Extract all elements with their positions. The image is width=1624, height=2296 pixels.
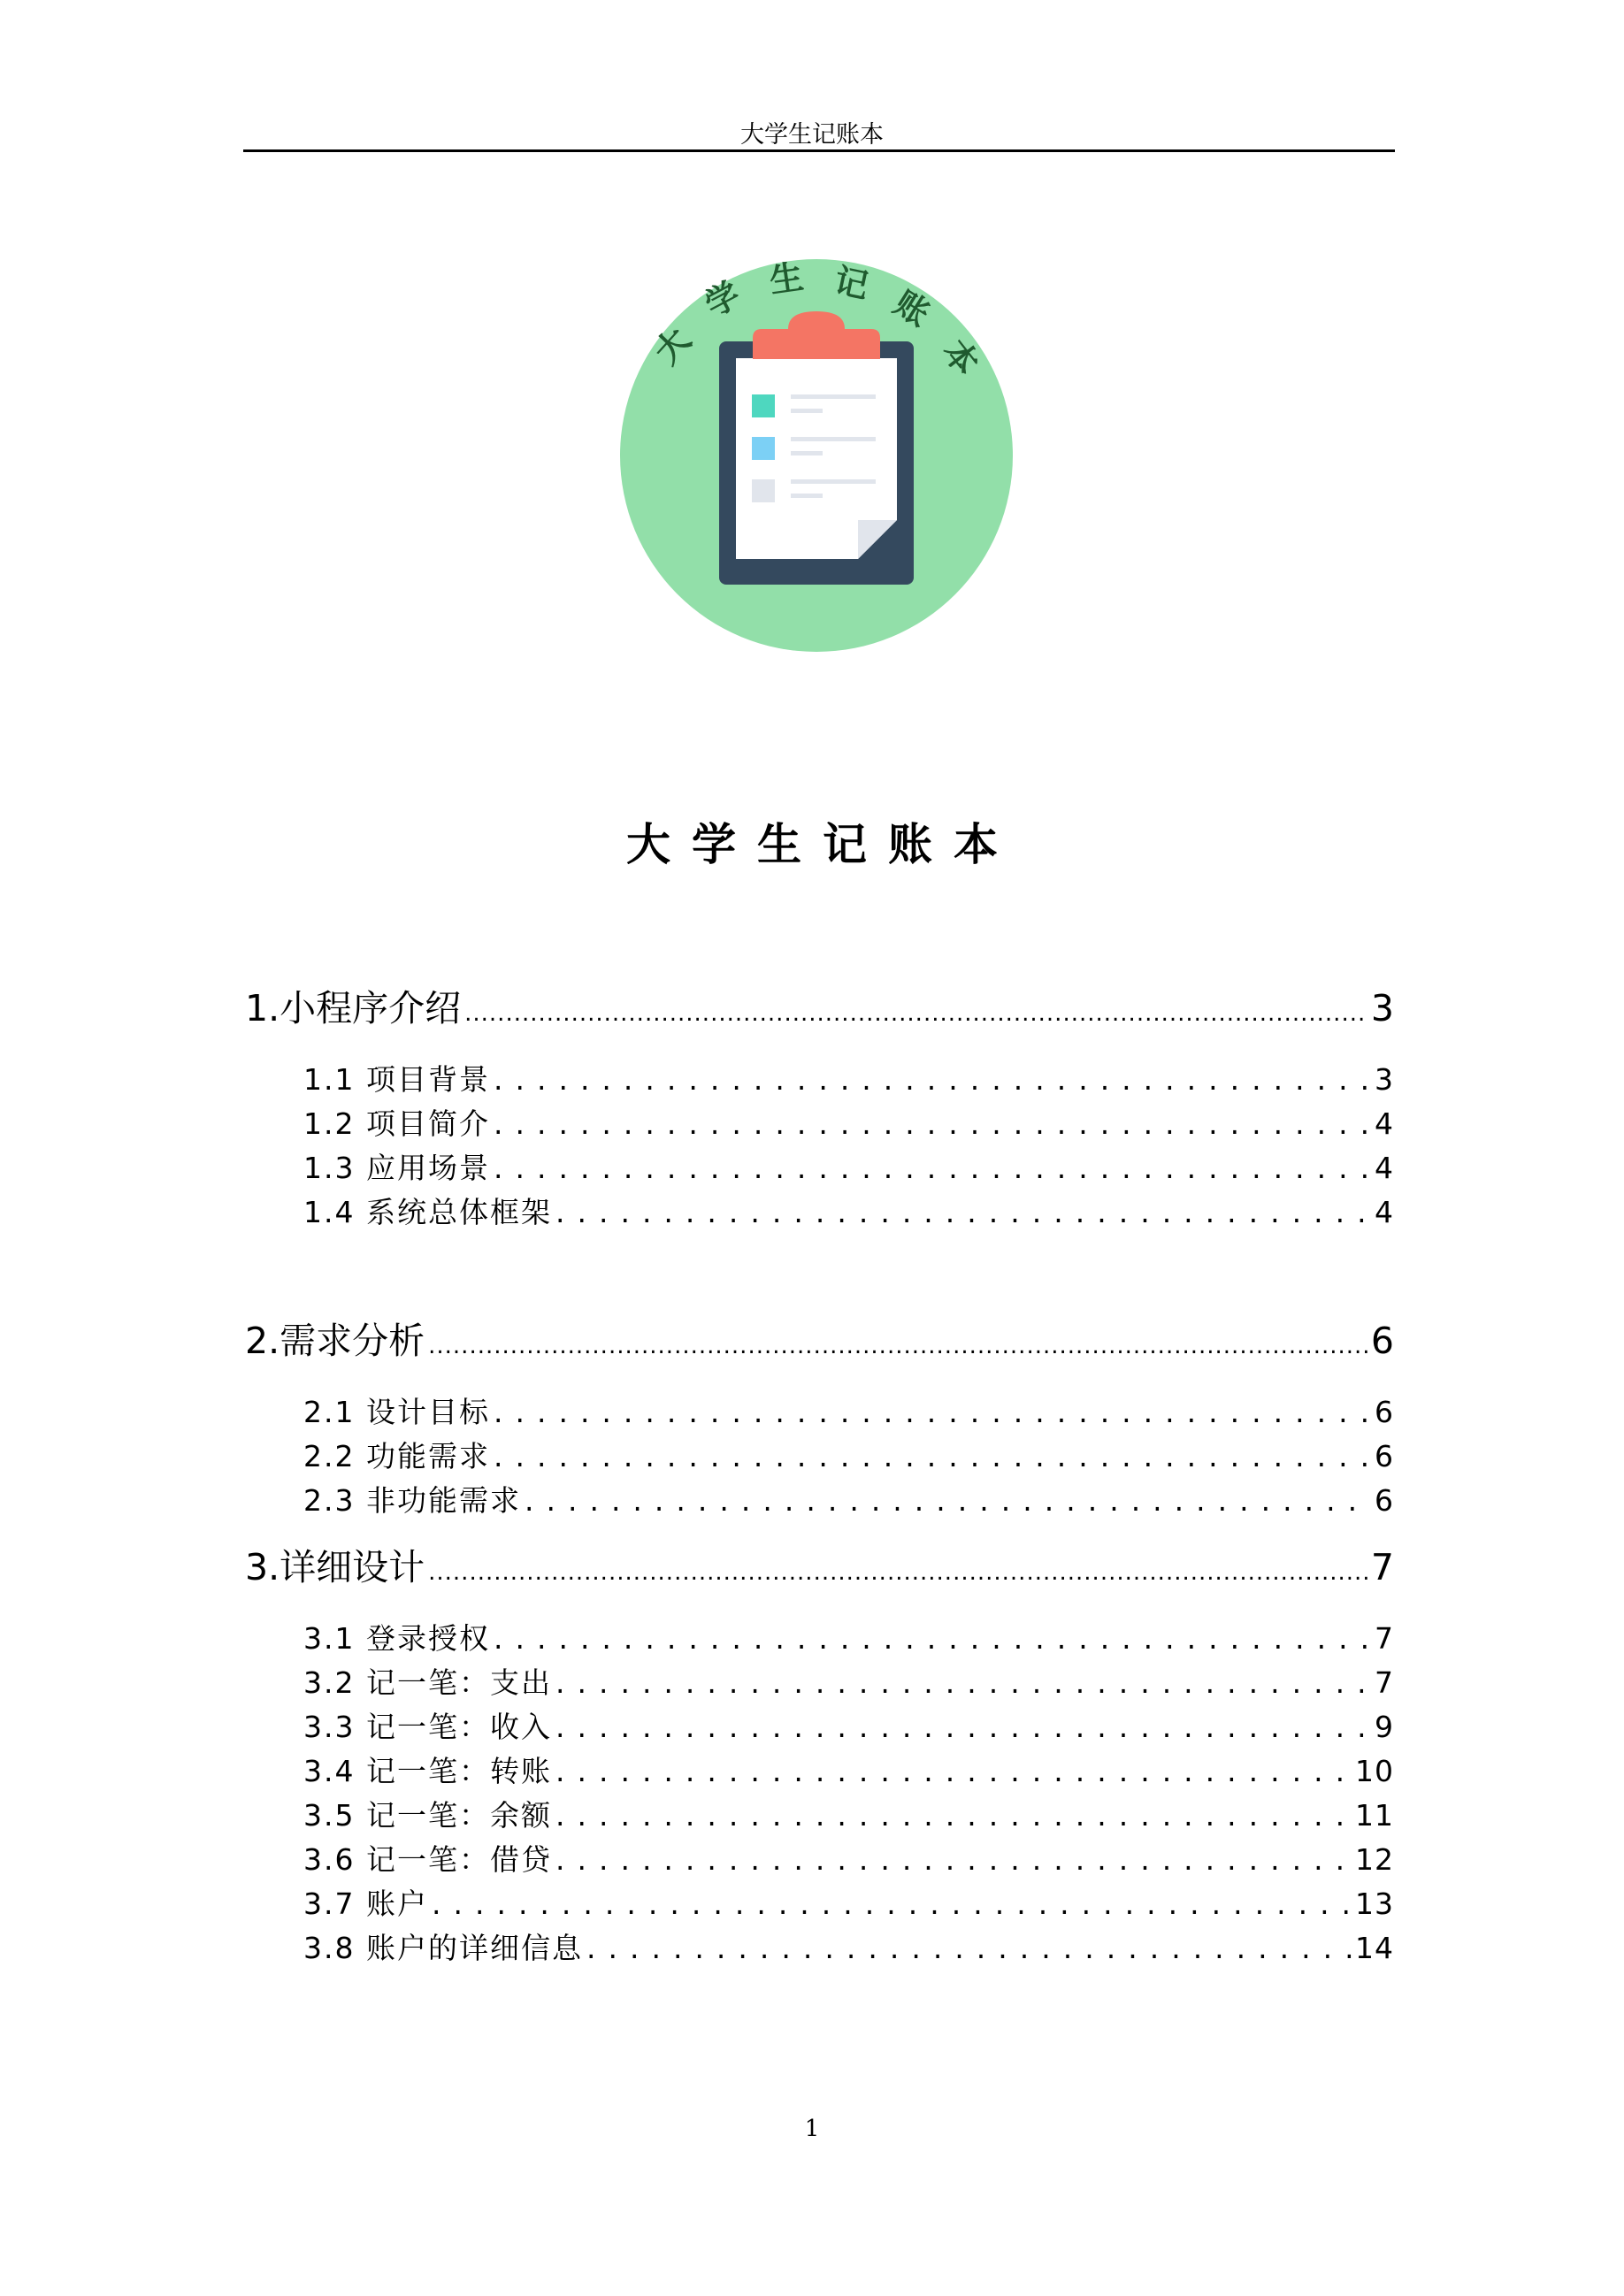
toc-leader: [494, 1435, 1371, 1479]
toc-subentry[interactable]: [303, 1926, 1394, 1971]
toc-section-1: [245, 982, 1394, 1235]
toc-subentry[interactable]: [303, 1146, 1394, 1190]
toc-subentry[interactable]: [303, 1794, 1394, 1838]
toc-leader: [555, 1705, 1371, 1749]
toc-subentry-label: 2.2 功能需求: [303, 1439, 490, 1473]
toc-subentry[interactable]: [303, 1882, 1394, 1926]
toc-subentry-page: 11: [1355, 1798, 1394, 1833]
toc-subentry[interactable]: [303, 1838, 1394, 1882]
checklist-item-1-icon: [752, 394, 775, 417]
toc-section-2: [245, 1314, 1394, 1523]
toc-subentry-page: 6: [1375, 1483, 1394, 1518]
checklist-line-1: [791, 394, 876, 399]
logo-arc-char: 学: [698, 273, 747, 325]
toc-leader: [494, 1058, 1371, 1102]
toc-leader: [555, 1190, 1371, 1235]
running-header: 大学生记账本: [740, 121, 884, 149]
toc-subentry[interactable]: [303, 1705, 1394, 1749]
toc-leader: [428, 1546, 1367, 1599]
toc-subentry[interactable]: [303, 1058, 1394, 1102]
toc-subentry-page: 7: [1375, 1665, 1394, 1700]
toc-subentry-label: 3.1 登录授权: [303, 1621, 490, 1656]
toc-subentry-page: 6: [1375, 1395, 1394, 1429]
toc-entry-label: 1.小程序介绍: [245, 987, 462, 1029]
toc-subentry-label: 1.1 项目背景: [303, 1062, 490, 1097]
toc-subentry-label: 3.2 记一笔：支出: [303, 1665, 552, 1700]
toc-subentry-label: 3.5 记一笔：余额: [303, 1798, 552, 1833]
logo-arc-char: 记: [831, 259, 873, 306]
table-of-contents: [245, 982, 1394, 1971]
toc-subentry[interactable]: [303, 1749, 1394, 1794]
toc-entry[interactable]: [245, 1314, 1394, 1373]
toc-leader: [525, 1479, 1371, 1523]
toc-leader: [555, 1749, 1352, 1794]
toc-leader: [586, 1926, 1352, 1971]
toc-subentry-label: 3.4 记一笔：转账: [303, 1754, 552, 1788]
toc-subentry-label: 1.2 项目简介: [303, 1106, 490, 1141]
toc-subentry[interactable]: [303, 1390, 1394, 1435]
logo-arc-char: 大: [646, 319, 699, 372]
toc-leader: [494, 1617, 1371, 1661]
toc-leader: [494, 1102, 1371, 1146]
toc-subentry-page: 4: [1375, 1151, 1394, 1185]
toc-leader: [464, 987, 1367, 1040]
toc-subentry-label: 1.3 应用场景: [303, 1151, 490, 1185]
toc-section-3: [245, 1541, 1394, 1971]
header-rule: [243, 149, 1395, 152]
checklist-line-3b: [791, 494, 823, 498]
toc-entry-page: 7: [1370, 1546, 1394, 1588]
toc-subentry-page: 14: [1355, 1931, 1394, 1965]
toc-subentry-label: 3.7 账户: [303, 1887, 428, 1921]
toc-subentry-page: 9: [1375, 1710, 1394, 1744]
toc-subentry-page: 10: [1355, 1754, 1394, 1788]
toc-subentry-page: 3: [1375, 1062, 1394, 1097]
toc-subentry-page: 6: [1375, 1439, 1394, 1473]
toc-subentry-label: 2.1 设计目标: [303, 1395, 490, 1429]
checklist-item-3-icon: [752, 479, 775, 502]
toc-subentry-page: 12: [1355, 1842, 1394, 1877]
toc-subentry-label: 2.3 非功能需求: [303, 1483, 521, 1518]
toc-leader: [432, 1882, 1352, 1926]
checklist-line-2b: [791, 451, 823, 455]
toc-subentry[interactable]: [303, 1661, 1394, 1705]
toc-leader: [555, 1794, 1352, 1838]
toc-entry[interactable]: [245, 982, 1394, 1040]
toc-entry-page: 3: [1370, 987, 1394, 1029]
clipboard-logo: [617, 256, 1015, 654]
toc-entry-label: 2.需求分析: [245, 1320, 425, 1362]
toc-entry-label: 3.详细设计: [245, 1546, 425, 1588]
toc-subentry-label: 3.8 账户的详细信息: [303, 1931, 583, 1965]
checklist-item-2-icon: [752, 437, 775, 460]
toc-subentry[interactable]: [303, 1617, 1394, 1661]
checklist-line-1b: [791, 409, 823, 413]
toc-leader: [494, 1390, 1371, 1435]
toc-entry[interactable]: [245, 1541, 1394, 1599]
toc-subentry-page: 4: [1375, 1106, 1394, 1141]
checklist-line-2: [791, 437, 876, 441]
toc-leader: [555, 1838, 1352, 1882]
toc-subentry-label: 3.3 记一笔：收入: [303, 1710, 552, 1744]
toc-leader: [555, 1661, 1371, 1705]
checklist-line-3: [791, 479, 876, 484]
logo-arc-char: 本: [935, 331, 988, 383]
toc-leader: [494, 1146, 1371, 1190]
toc-subentry-label: 1.4 系统总体框架: [303, 1195, 552, 1229]
toc-leader: [428, 1320, 1367, 1373]
document-title: 大学生记账本: [626, 819, 1019, 870]
toc-subentry-page: 4: [1375, 1195, 1394, 1229]
toc-entry-page: 6: [1370, 1320, 1394, 1362]
toc-subentry-label: 3.6 记一笔：借贷: [303, 1842, 552, 1877]
toc-subentry[interactable]: [303, 1435, 1394, 1479]
page-number: 1: [804, 2116, 820, 2142]
logo-arc-char: 生: [767, 256, 807, 301]
logo-arc-char: 账: [887, 282, 938, 334]
toc-subentry-page: 13: [1355, 1887, 1394, 1921]
toc-subentry[interactable]: [303, 1479, 1394, 1523]
toc-subentry[interactable]: [303, 1102, 1394, 1146]
toc-subentry[interactable]: [303, 1190, 1394, 1235]
toc-subentry-page: 7: [1375, 1621, 1394, 1656]
